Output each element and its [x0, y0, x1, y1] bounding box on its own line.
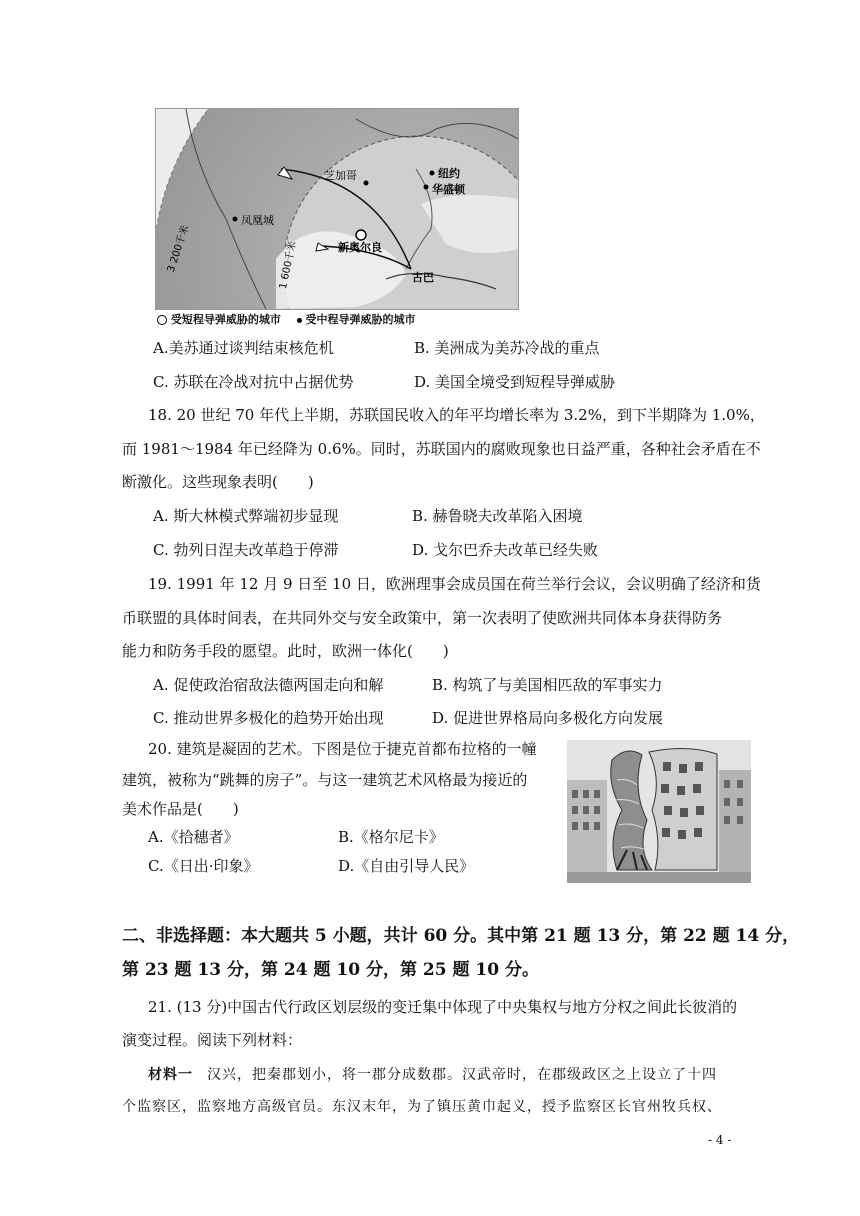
q17-option-a: A.美苏通过谈判结束核危机	[153, 339, 334, 357]
label-neworleans: 新奥尔良	[338, 241, 382, 254]
label-washington: 华盛顿	[432, 183, 465, 196]
q19-option-a: A. 促使政治宿敌法德两国走向和解	[153, 676, 384, 694]
q18-option-b: B. 赫鲁晓夫改革陷入困境	[412, 507, 583, 525]
q20-stem-line2: 建筑，被称为“跳舞的房子”。与这一建筑艺术风格最为接近的	[122, 771, 528, 789]
q20-option-c: C.《日出·印象》	[148, 857, 259, 875]
dancing-house-photo	[567, 740, 751, 883]
legend-short-range: 受短程导弹威胁的城市	[170, 313, 281, 326]
phoenix-dot	[233, 217, 238, 222]
label-radius-inner: 1 600千米	[277, 240, 299, 291]
missile-range-map	[155, 108, 519, 310]
page-number: - 4 -	[708, 1133, 732, 1147]
q18-stem-line2: 而 1981～1984 年已经降为 0.6%。同时，苏联国内的腐败现象也日益严重，各种社会矛盾在不	[122, 440, 761, 458]
map-graphic	[156, 109, 518, 309]
q19-option-b: B. 构筑了与美国相匹敌的军事实力	[432, 676, 663, 694]
legend-medium-range: 受中程导弹威胁的城市	[305, 313, 416, 326]
label-radius-outer: 3 200千米	[165, 223, 192, 274]
q17-option-b: B. 美洲成为美苏冷战的重点	[414, 339, 600, 357]
q21-material1-line2: 个监察区，监察地方高级官员。东汉末年，为了镇压黄巾起义，授予监察区长官州牧兵权、	[122, 1099, 722, 1115]
chicago-dot	[364, 181, 369, 186]
q18-stem-line3: 断激化。这些现象表明( )	[122, 473, 314, 491]
label-cuba: 古巴	[412, 271, 434, 284]
q21-stem-line1: 21. (13 分)中国古代行政区划层级的变迁集中体现了中央集权与地方分权之间此长彼消的	[148, 998, 738, 1016]
q20-option-d: D.《自由引导人民》	[338, 857, 475, 875]
dancing-house-graphic	[567, 740, 751, 883]
q19-option-d: D. 促进世界格局向多极化方向发展	[432, 709, 664, 727]
q18-stem-line1: 18. 20 世纪 70 年代上半期，苏联国民收入的年平均增长率为 3.2%，到下半期降为 1.0%，	[148, 406, 765, 424]
q18-option-d: D. 戈尔巴乔夫改革已经失败	[412, 541, 599, 559]
label-phoenix: 凤凰城	[241, 214, 274, 227]
label-chicago: 芝加哥	[324, 169, 357, 182]
q18-option-c: C. 勃列日涅夫改革趋于停滞	[153, 541, 339, 559]
q19-option-c: C. 推动世界多极化的趋势开始出现	[153, 709, 384, 727]
q20-stem-line3: 美术作品是( )	[122, 800, 239, 818]
q21-material1-line1	[148, 1065, 717, 1085]
hollow-circle-icon	[157, 315, 167, 325]
q19-stem-line1: 19. 1991 年 12 月 9 日至 10 日，欧洲理事会成员国在荷兰举行会议，会议明确了经济和货	[148, 575, 761, 593]
q21-material-label: 材料一	[148, 1067, 193, 1083]
section2-heading-line1: 二、非选择题：本大题共 5 小题，共计 60 分。其中第 21 题 13 分，第 22 题 14 分，	[122, 926, 800, 946]
q18-option-a: A. 斯大林模式弊端初步显现	[153, 507, 339, 525]
map-legend	[157, 311, 416, 327]
q19-stem-line3: 能力和防务手段的愿望。此时，欧洲一体化( )	[122, 642, 449, 660]
q21-stem-line2: 演变过程。阅读下列材料：	[122, 1031, 303, 1049]
section2-heading-line2: 第 23 题 13 分，第 24 题 10 分，第 25 题 10 分。	[122, 960, 539, 980]
washington-dot	[424, 185, 429, 190]
newyork-dot	[430, 171, 435, 176]
q20-stem-line1: 20. 建筑是凝固的艺术。下图是位于捷克首都布拉格的一幢	[148, 740, 537, 758]
q20-option-a: A.《拾穗者》	[148, 828, 239, 846]
q20-option-b: B.《格尔尼卡》	[338, 828, 444, 846]
q17-option-d: D. 美国全境受到短程导弹威胁	[414, 373, 616, 391]
label-newyork: 纽约	[438, 167, 460, 180]
q19-stem-line2: 币联盟的具体时间表，在共同外交与安全政策中，第一次表明了使欧洲共同体本身获得防务	[122, 609, 723, 627]
filled-dot-icon	[297, 318, 302, 323]
q21-material1-text: 汉兴，把秦郡划小，将一郡分成数郡。汉武帝时，在郡级政区之上设立了十四	[207, 1067, 717, 1083]
q17-option-c: C. 苏联在冷战对抗中占据优势	[153, 373, 354, 391]
